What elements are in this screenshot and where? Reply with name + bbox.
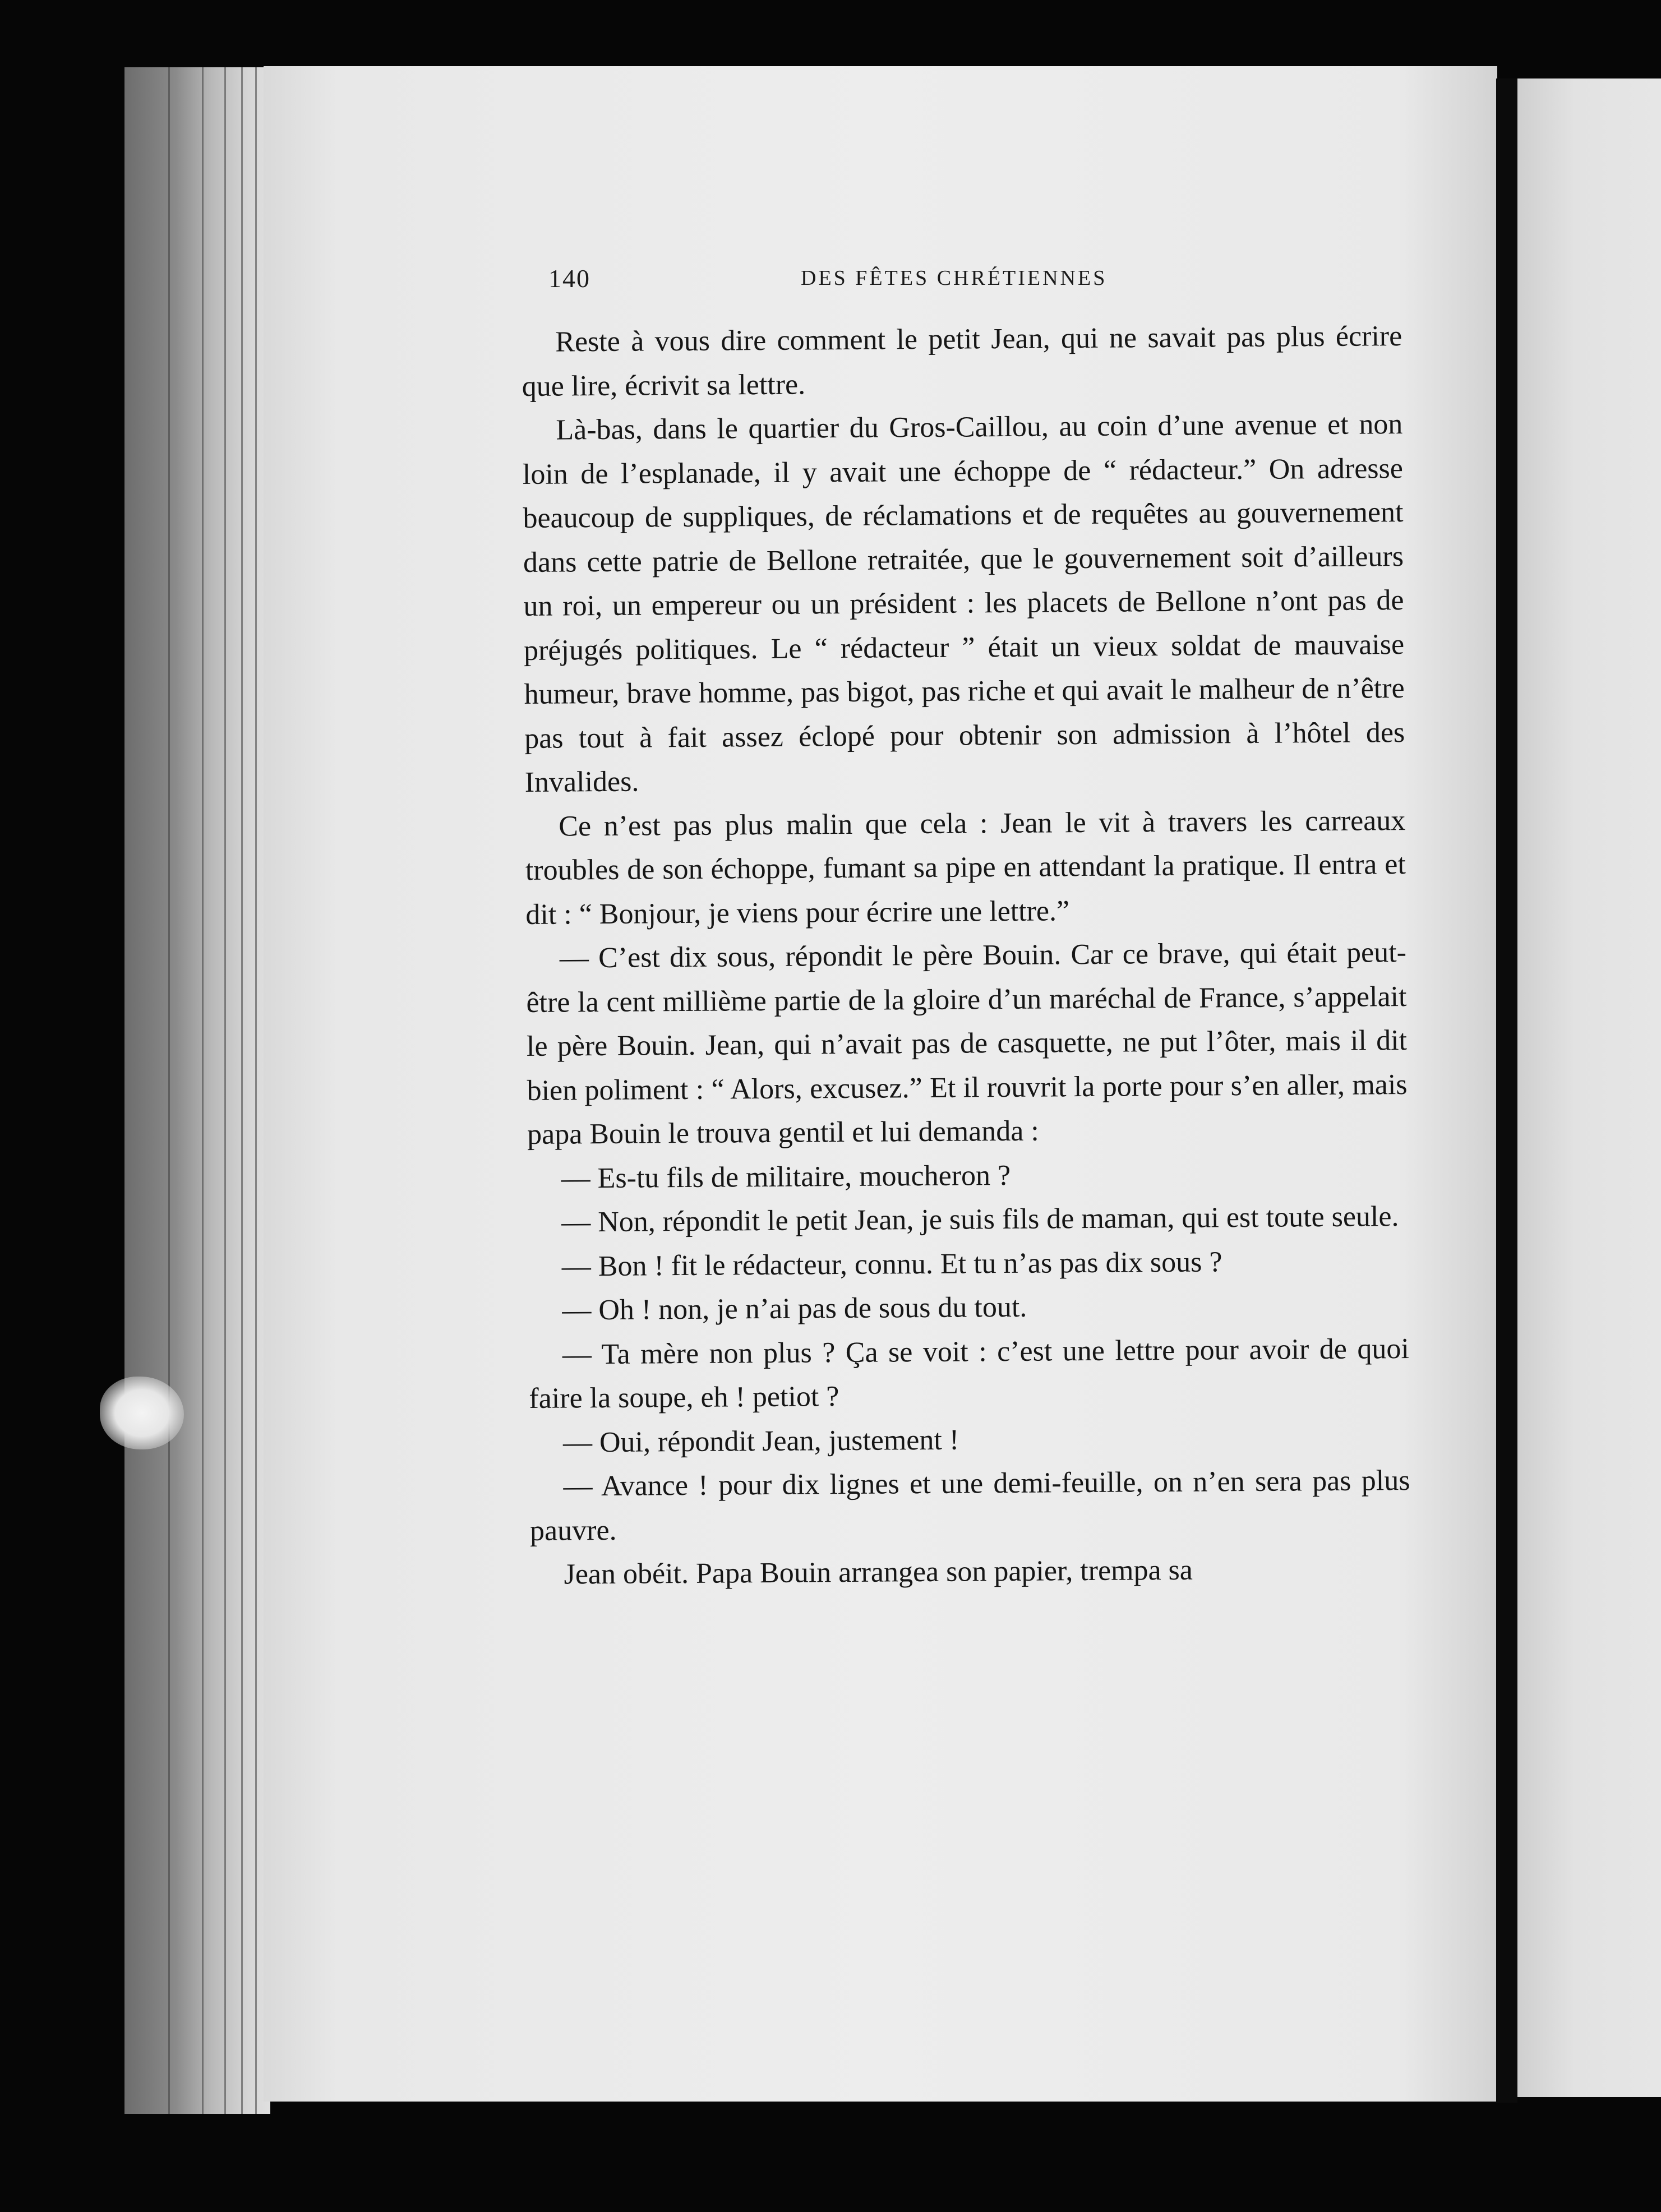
paragraph: Ce n’est pas plus malin que cela : Jean le vit à travers les carreaux troubles de son échoppe, fumant sa pipe en attendant la pratique. Il entra et dit : “ Bonjour, je viens pour écrire une lettre.” bbox=[525, 804, 1406, 931]
paragraph: — Ta mère non plus ? Ça se voit : c’est une lettre pour avoir de quoi faire la soupe, eh ! petiot ? bbox=[529, 1332, 1410, 1415]
paragraph: Jean obéit. Papa Bouin arrangea son papier, trempa sa bbox=[564, 1554, 1193, 1591]
running-head-title: DES FÊTES CHRÉTIENNES bbox=[801, 266, 1108, 290]
running-head bbox=[548, 264, 1406, 297]
body-text bbox=[522, 315, 1411, 1597]
paragraph: — Es-tu fils de militaire, moucheron ? bbox=[561, 1159, 1011, 1195]
paragraph: — C’est dix sous, répondit le père Bouin. Car ce brave, qui était peut-être la cent millième partie de la gloire d’un maréchal de France, s’appelait le père Bouin. Jean, qui n’avait pas de casquette, ne put l’ôter, mais il dit bien poliment : “ Alors, excusez.” Et il rouvrit la porte pour s’en aller, mais papa Bouin le trouva gentil et lui demanda : bbox=[526, 936, 1408, 1151]
facing-page-edge bbox=[1517, 78, 1661, 2097]
paragraph: — Oh ! non, je n’ai pas de sous du tout. bbox=[562, 1291, 1027, 1327]
page-edge-line bbox=[241, 67, 243, 2114]
page-edge-line bbox=[224, 67, 226, 2114]
paragraph: — Non, répondit le petit Jean, je suis fils de maman, qui est toute seule. bbox=[561, 1200, 1399, 1239]
paragraph: — Avance ! pour dix lignes et une demi-feuille, on n’en sera pas plus pauvre. bbox=[529, 1464, 1410, 1547]
page-edge-line bbox=[168, 67, 170, 2114]
paper-stain bbox=[100, 1377, 184, 1449]
page-edge-line bbox=[255, 67, 257, 2114]
paragraph: Reste à vous dire comment le petit Jean, qui ne savait pas plus écrire que lire, écrivit sa lettre. bbox=[522, 320, 1402, 403]
paragraph: — Bon ! fit le rédacteur, connu. Et tu n’as pas dix sous ? bbox=[561, 1245, 1222, 1283]
page-edge-line bbox=[202, 67, 204, 2114]
page-number: 140 bbox=[548, 264, 590, 293]
paragraph: — Oui, répondit Jean, justement ! bbox=[562, 1424, 959, 1459]
paragraph: Là-bas, dans le quartier du Gros-Caillou, au coin d’une avenue et non loin de l’esplanade, il y avait une échoppe de “ rédacteur.” On adresse beaucoup de suppliques, de réclamations et de requêtes au gouvernement dans cette patrie de Bellone retraitée, que le gouvernement soit d’ailleurs un roi, un empereur ou un président : les placets de Bellone n’ont pas de préjugés politiques. Le “ rédacteur ” était un vieux soldat de mauvaise humeur, brave homme, pas bigot, pas riche et qui avait le malheur de n’être pas tout à fait assez éclopé pour obtenir son admission à l’hôtel des Invalides. bbox=[522, 408, 1405, 798]
book-gutter bbox=[1496, 78, 1517, 2103]
book-page-edges bbox=[124, 67, 270, 2114]
